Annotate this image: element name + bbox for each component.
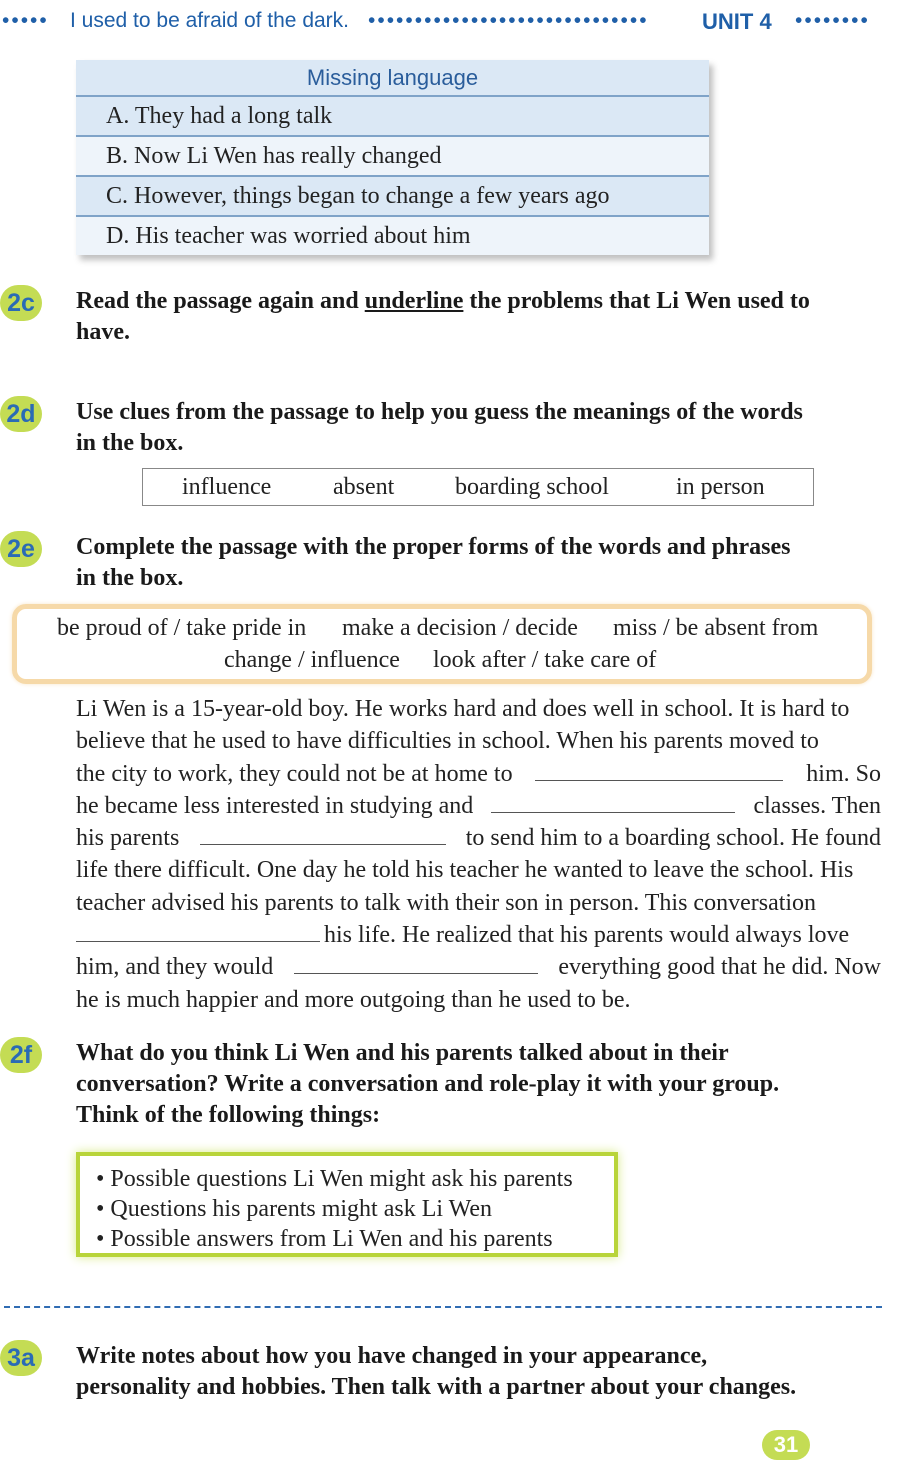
header-dots-left: ••••• xyxy=(2,8,49,32)
passage-line xyxy=(76,790,881,822)
passage-text: believe that he used to have difficulties in school. When his parents moved to xyxy=(76,728,819,755)
passage-line xyxy=(76,693,881,725)
exercise-2f-line3: Think of the following things: xyxy=(76,1102,381,1128)
answer-blank-5[interactable] xyxy=(294,951,538,974)
exercise-2d-word-box xyxy=(142,468,814,506)
exercise-2e-instruction xyxy=(76,532,891,594)
passage-line xyxy=(76,984,881,1016)
exercise-2d-line2: in the box. xyxy=(76,430,184,456)
header-title: I used to be afraid of the dark. xyxy=(70,9,350,32)
passage-line xyxy=(76,887,881,919)
exercise-2f-bullet-box xyxy=(76,1152,618,1257)
header-dots-right: •••••••• xyxy=(795,8,870,32)
page-header xyxy=(0,8,912,38)
passage-text: him, and they would xyxy=(76,954,274,981)
exercise-3a-badge: 3a xyxy=(0,1340,42,1376)
passage-line xyxy=(76,854,881,886)
exercise-2f-badge: 2f xyxy=(0,1037,42,1073)
phrase-box-item: look after / take care of xyxy=(433,647,657,673)
answer-blank-3[interactable] xyxy=(200,822,446,845)
passage-line xyxy=(76,725,881,757)
passage-line xyxy=(76,919,881,951)
missing-language-item-a: A. They had a long talk xyxy=(76,97,709,137)
bullet-item: • Possible answers from Li Wen and his parents xyxy=(96,1226,553,1252)
exercise-2d-badge: 2d xyxy=(0,396,42,432)
missing-language-item-d: D. His teacher was worried about him xyxy=(76,217,709,255)
passage-text: his parents xyxy=(76,825,180,852)
exercise-2e-line2: in the box. xyxy=(76,565,184,591)
exercise-3a-line2: personality and hobbies. Then talk with a partner about your changes. xyxy=(76,1374,797,1400)
header-dots-middle: •••••••••••••••••••••••••••••• xyxy=(368,8,649,32)
exercise-2f-instruction xyxy=(76,1038,891,1131)
word-box-item: boarding school xyxy=(455,473,609,500)
exercise-2c-underlined-word: underline xyxy=(364,288,464,314)
answer-blank-1[interactable] xyxy=(535,758,783,781)
phrase-box-item: be proud of / take pride in xyxy=(57,615,307,641)
missing-language-table xyxy=(76,60,709,255)
exercise-2c-badge: 2c xyxy=(0,285,42,321)
exercise-2e-line1: Complete the passage with the proper forms of the words and phrases xyxy=(76,534,791,560)
answer-blank-2[interactable] xyxy=(491,790,735,813)
exercise-2f-line2: conversation? Write a conversation and role-play it with your group. xyxy=(76,1071,780,1097)
passage-text: his life. He realized that his parents would always love xyxy=(324,922,850,949)
passage-text: classes. Then xyxy=(753,792,881,819)
word-box-item: in person xyxy=(676,473,765,500)
exercise-3a-line1: Write notes about how you have changed in your appearance, xyxy=(76,1343,708,1369)
exercise-2d-line1: Use clues from the passage to help you guess the meanings of the words xyxy=(76,399,803,425)
exercise-2d-instruction xyxy=(76,397,891,459)
section-divider xyxy=(4,1306,882,1308)
passage-text: teacher advised his parents to talk with their son in person. This conversation xyxy=(76,889,817,916)
exercise-2e-badge: 2e xyxy=(0,531,42,567)
exercise-3a-instruction xyxy=(76,1341,891,1403)
exercise-2e-phrase-box xyxy=(12,604,872,684)
answer-blank-4[interactable] xyxy=(76,919,320,942)
passage-line xyxy=(76,822,881,854)
phrase-box-item: miss / be absent from xyxy=(613,615,819,641)
exercise-2c-instruction xyxy=(76,286,891,348)
bullet-item: • Possible questions Li Wen might ask his parents xyxy=(96,1166,573,1192)
passage-line xyxy=(76,758,881,790)
missing-language-item-c: C. However, things began to change a few years ago xyxy=(76,177,709,217)
passage-text: him. So xyxy=(806,760,881,787)
exercise-2c-text-before: Read the passage again and xyxy=(76,288,365,314)
passage-text: life there difficult. One day he told his teacher he wanted to leave the school. His xyxy=(76,857,854,884)
exercise-2e-passage xyxy=(76,693,881,1016)
word-box-item: influence xyxy=(182,473,272,500)
passage-line xyxy=(76,951,881,983)
page-number: 31 xyxy=(762,1430,810,1460)
exercise-2c-line2: have. xyxy=(76,319,130,345)
passage-text: the city to work, they could not be at home to xyxy=(76,760,513,787)
passage-text: to send him to a boarding school. He found xyxy=(465,825,881,852)
exercise-2c-text-after: the problems that Li Wen used to xyxy=(463,288,810,314)
passage-text: everything good that he did. Now xyxy=(558,954,881,981)
passage-text: Li Wen is a 15-year-old boy. He works hard and does well in school. It is hard to xyxy=(76,696,850,722)
bullet-item: • Questions his parents might ask Li Wen xyxy=(96,1196,492,1222)
missing-language-item-b: B. Now Li Wen has really changed xyxy=(76,137,709,177)
header-unit: UNIT 4 xyxy=(702,9,772,34)
passage-text: he is much happier and more outgoing than he used to be. xyxy=(76,986,631,1013)
phrase-box-item: make a decision / decide xyxy=(342,615,578,641)
passage-text: he became less interested in studying and xyxy=(76,792,474,819)
phrase-box-item: change / influence xyxy=(224,647,400,673)
exercise-2f-line1: What do you think Li Wen and his parents talked about in their xyxy=(76,1040,729,1066)
missing-language-heading: Missing language xyxy=(76,60,709,97)
word-box-item: absent xyxy=(333,473,395,500)
